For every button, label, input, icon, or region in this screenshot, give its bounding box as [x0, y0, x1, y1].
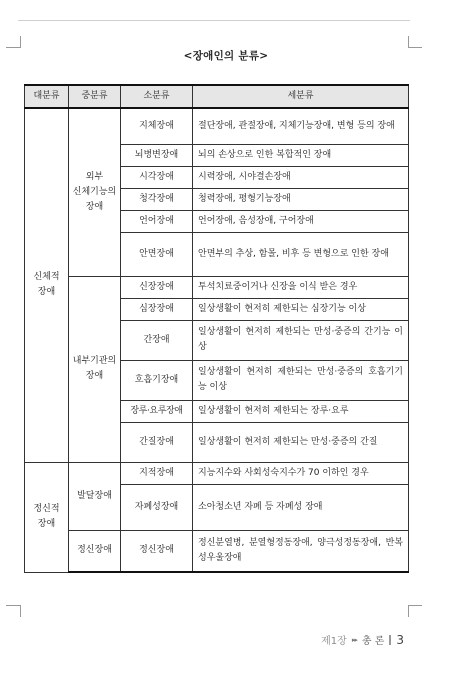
sub-cell: 심장장애 — [121, 298, 193, 320]
header-detail: 세분류 — [193, 85, 409, 108]
classification-table — [24, 84, 409, 573]
detail-cell: 청력장애, 평형기능장애 — [193, 188, 409, 210]
detail-cell: 일상생활이 현저히 제한되는 장루·요루 — [193, 400, 409, 422]
group-internal: 내부기관의 장애 — [69, 276, 121, 462]
sub-cell: 언어장애 — [121, 210, 193, 232]
table-row — [25, 530, 409, 572]
detail-cell: 안면부의 추상, 함몰, 비후 등 변형으로 인한 장애 — [193, 232, 409, 276]
footer-divider — [389, 635, 391, 645]
header-middle: 중분류 — [69, 85, 121, 108]
table-header-row — [25, 85, 409, 108]
detail-cell: 시력장애, 시야결손장애 — [193, 166, 409, 188]
sub-cell: 간질장애 — [121, 422, 193, 462]
crop-mark — [408, 36, 409, 48]
table-row — [25, 276, 409, 298]
sub-cell: 뇌병변장애 — [121, 144, 193, 166]
crop-mark — [20, 36, 21, 48]
sub-cell: 간장애 — [121, 320, 193, 360]
sub-cell: 지적장애 — [121, 462, 193, 484]
sub-cell: 신장장애 — [121, 276, 193, 298]
table-title: <장애인의 분류> — [183, 50, 269, 62]
group-physical: 신체적 장애 — [25, 108, 69, 462]
group-psychiatric: 정신장애 — [69, 530, 121, 572]
group-developmental: 발달장애 — [69, 462, 121, 530]
table-row — [25, 462, 409, 484]
sub-cell: 지체장애 — [121, 108, 193, 144]
crop-mark — [20, 605, 21, 617]
detail-cell: 지능지수와 사회성숙지수가 70 이하인 경우 — [193, 462, 409, 484]
crop-mark — [408, 605, 409, 617]
sub-cell: 장루·요루장애 — [121, 400, 193, 422]
detail-cell: 일상생활이 현저히 제한되는 만성·중증의 호흡기기능 이상 — [193, 360, 409, 400]
group-mental: 정신적 장애 — [25, 462, 69, 572]
detail-cell: 정신분열병, 분열형정동장애, 양극성정동장애, 반복성우울장애 — [193, 530, 409, 572]
group-external: 외부 신체기능의 장애 — [69, 108, 121, 276]
table-row — [25, 108, 409, 144]
detail-cell: 일상생활이 현저히 제한되는 만성·중증의 간기능 이상 — [193, 320, 409, 360]
crop-mark — [408, 605, 422, 606]
detail-cell: 언어장애, 음성장애, 구어장애 — [193, 210, 409, 232]
header-major: 대분류 — [25, 85, 69, 108]
detail-cell: 소아청소년 자폐 등 자폐성 장애 — [193, 484, 409, 530]
detail-cell: 뇌의 손상으로 인한 복합적인 장애 — [193, 144, 409, 166]
crop-mark — [6, 605, 20, 606]
sub-cell: 시각장애 — [121, 166, 193, 188]
header-rule — [18, 20, 410, 21]
detail-cell: 일상생활이 현저히 제한되는 만성·중증의 간질 — [193, 422, 409, 462]
sub-cell: 호흡기장애 — [121, 360, 193, 400]
page-number: 3 — [396, 632, 404, 647]
sub-cell: 자폐성장애 — [121, 484, 193, 530]
sub-cell: 정신장애 — [121, 530, 193, 572]
sub-cell: 청각장애 — [121, 188, 193, 210]
detail-cell: 일상생활이 현저히 제한되는 심장기능 이상 — [193, 298, 409, 320]
footer-arrows-icon: ▸▸ — [351, 635, 357, 644]
detail-cell: 투석치료중이거나 신장을 이식 받은 경우 — [193, 276, 409, 298]
footer-chapter: 제1장 — [321, 636, 347, 647]
header-minor: 소분류 — [121, 85, 193, 108]
sub-cell: 안면장애 — [121, 232, 193, 276]
page-footer — [321, 632, 404, 647]
footer-section: 총 론 — [361, 636, 385, 647]
detail-cell: 절단장애, 관절장애, 지체기능장애, 변형 등의 장애 — [193, 108, 409, 144]
